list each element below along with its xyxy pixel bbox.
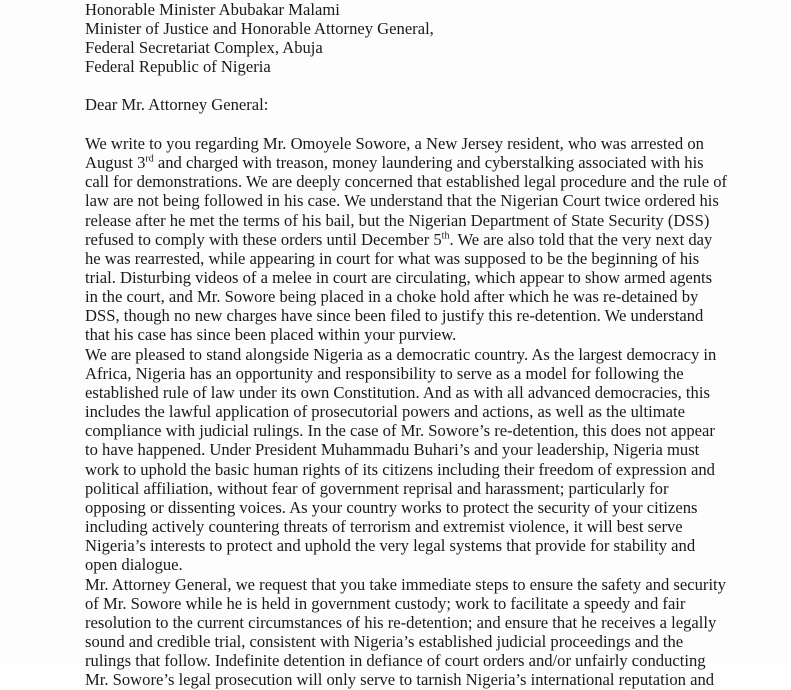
para1-line bbox=[85, 153, 704, 173]
para1-line: law are not being followed in his case. We understand that the Nigerian Court twice ordered his bbox=[85, 191, 719, 210]
para2-line: Nigeria’s interests to protect and uphold the very legal systems that provide for stability and bbox=[85, 536, 696, 555]
address-line-2: Minister of Justice and Honorable Attorney General, bbox=[85, 19, 434, 38]
address-line-1: Honorable Minister Abubakar Malami bbox=[85, 0, 340, 19]
para2-line: compliance with judicial rulings. In the case of Mr. Sowore’s re-detention, this does not appear bbox=[85, 421, 715, 440]
para1-line bbox=[85, 230, 712, 250]
para3-line: rulings that follow. Indefinite detention in defiance of court orders and/or unfairly conducting bbox=[85, 651, 706, 670]
para3-line: sound and credible trial, consistent with Nigeria’s established judicial proceedings and the bbox=[85, 632, 684, 651]
para3-line: Mr. Sowore’s legal prosecution will only serve to tarnish Nigeria’s international reputation and bbox=[85, 670, 715, 689]
para2-line: to have happened. Under President Muhammadu Buhari’s and your leadership, Nigeria must bbox=[85, 440, 700, 459]
para1-text: and charged with treason, money laundering and cyberstalking associated with his bbox=[153, 153, 704, 172]
para3-line: of Mr. Sowore while he is held in government custody; work to facilitate a speedy and fair bbox=[85, 594, 686, 613]
para2-line: opposing or dissenting voices. As your country works to protect the security of your citizens bbox=[85, 498, 698, 517]
para1-line: that his case has since been placed within your purview. bbox=[85, 325, 457, 344]
para2-line: established rule of law under its own Constitution. And as with all advanced democracies, this bbox=[85, 383, 710, 402]
ordinal-suffix: rd bbox=[145, 153, 154, 165]
para2-line: includes the lawful application of prosecutorial powers and actions, as well as the ultimate bbox=[85, 402, 685, 421]
para3-line: resolution to the current circumstances of his re-detention; and ensure that he receives a legally bbox=[85, 613, 717, 632]
para1-line: release after he met the terms of his bail, but the Nigerian Department of State Security (DSS) bbox=[85, 211, 710, 230]
para2-line: We are pleased to stand alongside Nigeria as a democratic country. As the largest democracy in bbox=[85, 345, 717, 364]
para2-line: Africa, Nigeria has an opportunity and responsibility to serve as a model for following the bbox=[85, 364, 684, 383]
para3-line: Mr. Attorney General, we request that you take immediate steps to ensure the safety and security bbox=[85, 575, 726, 594]
para2-line: open dialogue. bbox=[85, 555, 183, 574]
para1-line: he was rearrested, while appearing in court for what was supposed to be the beginning of his bbox=[85, 249, 700, 268]
para2-line: including actively countering threats of terrorism and extremist violence, it will best serve bbox=[85, 517, 683, 536]
address-line-3: Federal Secretariat Complex, Abuja bbox=[85, 38, 323, 57]
para1-line: DSS, though no new charges have since been filed to justify this re-detention. We understand bbox=[85, 306, 704, 325]
para2-line: political affiliation, without fear of government reprisal and harassment; particularly for bbox=[85, 479, 669, 498]
salutation: Dear Mr. Attorney General: bbox=[85, 95, 269, 114]
address-line-4: Federal Republic of Nigeria bbox=[85, 57, 271, 76]
para1-text: August 3 bbox=[85, 153, 146, 172]
para1-line: in the court, and Mr. Sowore being placed in a choke hold after which he was re-detained by bbox=[85, 287, 699, 306]
para1-line: trial. Disturbing videos of a melee in court are circulating, which appear to show armed agents bbox=[85, 268, 713, 287]
para1-text: refused to comply with these orders until December 5 bbox=[85, 230, 442, 249]
para2-line: work to uphold the basic human rights of its citizens including their freedom of expression and bbox=[85, 460, 715, 479]
para1-line: call for demonstrations. We are deeply concerned that established legal procedure and the rule of bbox=[85, 172, 728, 191]
para1-text: . We are also told that the very next day bbox=[449, 230, 713, 249]
para1-line: We write to you regarding Mr. Omoyele Sowore, a New Jersey resident, who was arrested on bbox=[85, 134, 704, 153]
ordinal-suffix: th bbox=[441, 230, 450, 242]
